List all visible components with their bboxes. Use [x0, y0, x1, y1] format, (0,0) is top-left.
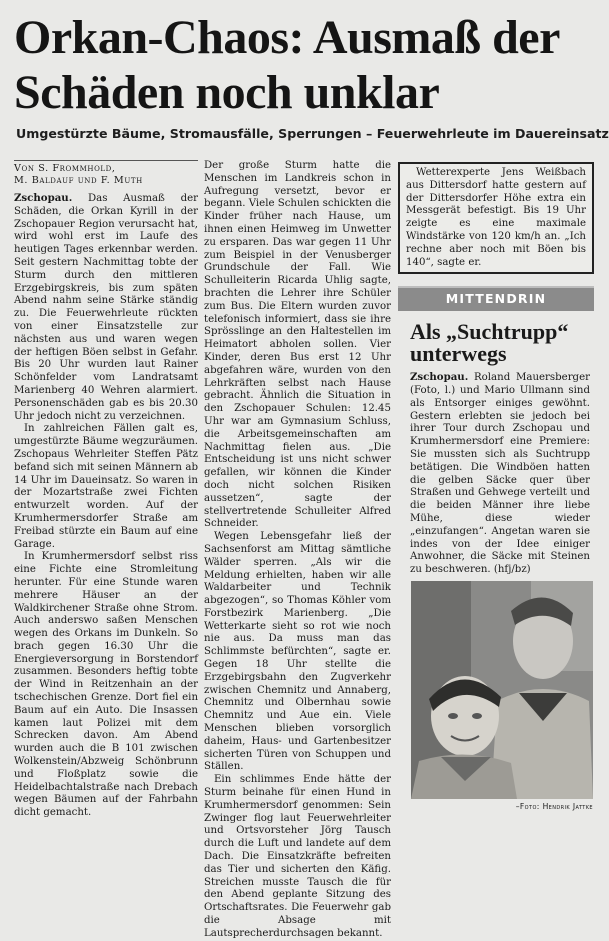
- paragraph-5: Wegen Lebensgefahr ließ der Sachsenforst am Mittag sämtliche Wälder sperren. „Als wir die Meldung erhielten, haben wir alle Waldarbeiter und Technik abgezogen“, so Thomas Köhler vom Forstbezirk Marienberg. „Die Wetterkarte sieht so rot wie noch nie aus. Da muss man das Schlimmste befürchten“, sagte er. Gegen 18 Uhr stellte die Erzgebirgsbahn den Zugverkehr zwischen Chemnitz und Annaberg, Chemnitz und Olbernhau sowie Chemnitz und Aue ein. Viele Menschen blieben vorsorglich daheim, Haus- und Gartenbesitzer sicherten Türen von Schuppen und Ställen.: [204, 531, 391, 773]
- dateline: Zschopau.: [14, 192, 73, 204]
- sidebar-body: [410, 371, 590, 577]
- paragraph-1-text: Das Ausmaß der Schäden, die Orkan Kyrill in der Zschopauer Region verursacht hat, wird wohl erst im Laufe des heutigen Tages erkennbar werden. Seit gestern Nachmittag tobte der Sturm durch den mittleren Erzgebirgskreis, bis zum späten Abend nahm seine Stärke ständig zu. Die Feuerwehrleute rückten von einer Einsatzstelle zur nächsten aus und waren wegen der heftigen Böen selbst in Gefahr. Bis 20 Uhr wurden laut Rainer Schönfelder vom Landratsamt Marienberg 40 Wehren alarmiert. Personenschäden gab es bis 20.30 Uhr jedoch nicht zu verzeichnen.: [14, 193, 198, 422]
- sidebar-dateline: Zschopau.: [410, 371, 469, 384]
- subheadline: Umgestürzte Bäume, Stromausfälle, Sperrungen – Feuerwehrleute im Dauereinsatz: [16, 126, 609, 141]
- photo-two-men: [411, 581, 593, 799]
- byline: [14, 160, 198, 187]
- sidebar-body-text: Roland Mauersberger (Foto, l.) und Mario Ullmann sind als Entsorger einiges gewöhnt. Gestern erlebten sie jedoch bei ihrer Tour durch Zschopau und Krumhermersdorf eine Premiere: Sie mussten sich als Suchtrupp betätigen. Die Windböen hatten die gelben Säcke quer über Straßen und Gehwege verteilt und die beiden Männer ihre liebe Mühe, diese wieder „einzufangen“. Angetan waren sie indes von der Idee einiger Anwohner, die Säcke mit Steinen zu beschweren. (hfj/bz): [410, 372, 590, 576]
- paragraph-4: Der große Sturm hatte die Menschen im Landkreis schon in Aufregung versetzt, bevor er begann. Viele Schulen schickten die Kinder früher nach Hause, um ihnen einen Heimweg im Unwetter zu ersparen. Das war gegen 11 Uhr zum Beispiel in der Venusberger Grundschule der Fall. Wie Schulleiterin Ricarda Uhlig sagte, brachten die Lehrer ihre Schüler zum Bus. Die Eltern wurden zuvor telefonisch informiert, dass sie ihre Sprösslinge an den Haltestellen im Heimatort abholen sollen. Vier Kinder, deren Bus erst 12 Uhr abgefahren wäre, wurden von den Lehrkräften selbst nach Hause gebracht. Ähnlich die Situation in den Zschopauer Schulen: 12.45 Uhr war am Gymnasium Schluss, die Arbeitsgemeinschaften am Nachmittag fielen aus. „Die Entscheidung ist uns nicht schwer gefallen, wir können die Kinder doch nicht solchen Risiken aussetzen“, sagte der stellvertretende Schulleiter Alfred Schneider.: [204, 160, 391, 530]
- photo-image: [411, 581, 593, 799]
- byline-line-1: Von S. Frommhold,: [14, 163, 116, 174]
- paragraph-3: In Krumhermersdorf selbst riss eine Fichte eine Stromleitung herunter. Für eine Stunde waren mehrere Häuser an der Waldkirchener Straße ohne Strom. Auch anderswo saßen Menschen wegen des Orkans im Dunkeln. So brach gegen 16.30 Uhr die Energieversorgung in Borstendorf zusammen. Besonders heftig tobte der Wind in Reitzenhain an der tschechischen Grenze. Dort fiel ein Baum auf ein Auto. Die Insassen kamen laut Polizei mit dem Schrecken davon. Am Abend wurden auch die B 101 zwischen Wolkenstein/Abzweig Schönbrunn und Floßplatz sowie die Heidelbachtalstraße nach Drebach wegen Bäumen auf der Fahrbahn dicht gemacht.: [14, 551, 198, 819]
- sidebar-title: Als „Suchtrupp“ unterwegs: [410, 319, 569, 367]
- article-column-3: [398, 160, 594, 577]
- photo-credit: –Foto: Hendrik Jattke: [515, 802, 593, 811]
- paragraph-1: [14, 192, 198, 423]
- paragraph-2: In zahlreichen Fällen galt es, umgestürzte Bäume wegzuräumen. Zschopaus Wehrleiter Steffen Pätz befand sich mit seinen Männern ab 14 Uhr im Daueinsatz. So waren in der Mozartstraße zwei Fichten entwurzelt worden. Auf der Krumhermersdorfer Straße am Freibad stürzte ein Baum auf eine Garage.: [14, 423, 198, 550]
- weather-expert-box: [398, 162, 594, 274]
- byline-line-2: M. Baldauf und F. Muth: [14, 175, 143, 186]
- headline: Orkan-Chaos: Ausmaß der Schäden noch unklar: [14, 11, 560, 119]
- paragraph-6: Ein schlimmes Ende hätte der Sturm beinahe für einen Hund in Krumhermersdorf genommen: Sein Zwinger flog laut Feuerwehrleiter und Ortsvorsteher Jörg Tausch durch die Luft und landete auf dem Dach. Die Einsatzkräfte befreiten das Tier und sicherten den Käfig. Streichen musste Tausch die für den Abend geplante Sitzung des Ortschaftsrates. Die Feuerwehr gab die Absage mit Lautsprecherdurchsagen bekannt.: [204, 774, 391, 939]
- article-column-1: [14, 160, 198, 838]
- article-column-2: [204, 160, 391, 939]
- weather-expert-quote: Wetterexperte Jens Weißbach aus Dittersdorf hatte gestern auf der Dittersdorfer Höhe extra ein Messgerät befestigt. Bis 19 Uhr zeigte es eine maximale Windstärke von 120 km/h an. „Ich rechne aber noch mit Böen bis 140“, sagte er.: [406, 167, 586, 268]
- mittendrin-banner: MITTENDRIN: [398, 286, 594, 311]
